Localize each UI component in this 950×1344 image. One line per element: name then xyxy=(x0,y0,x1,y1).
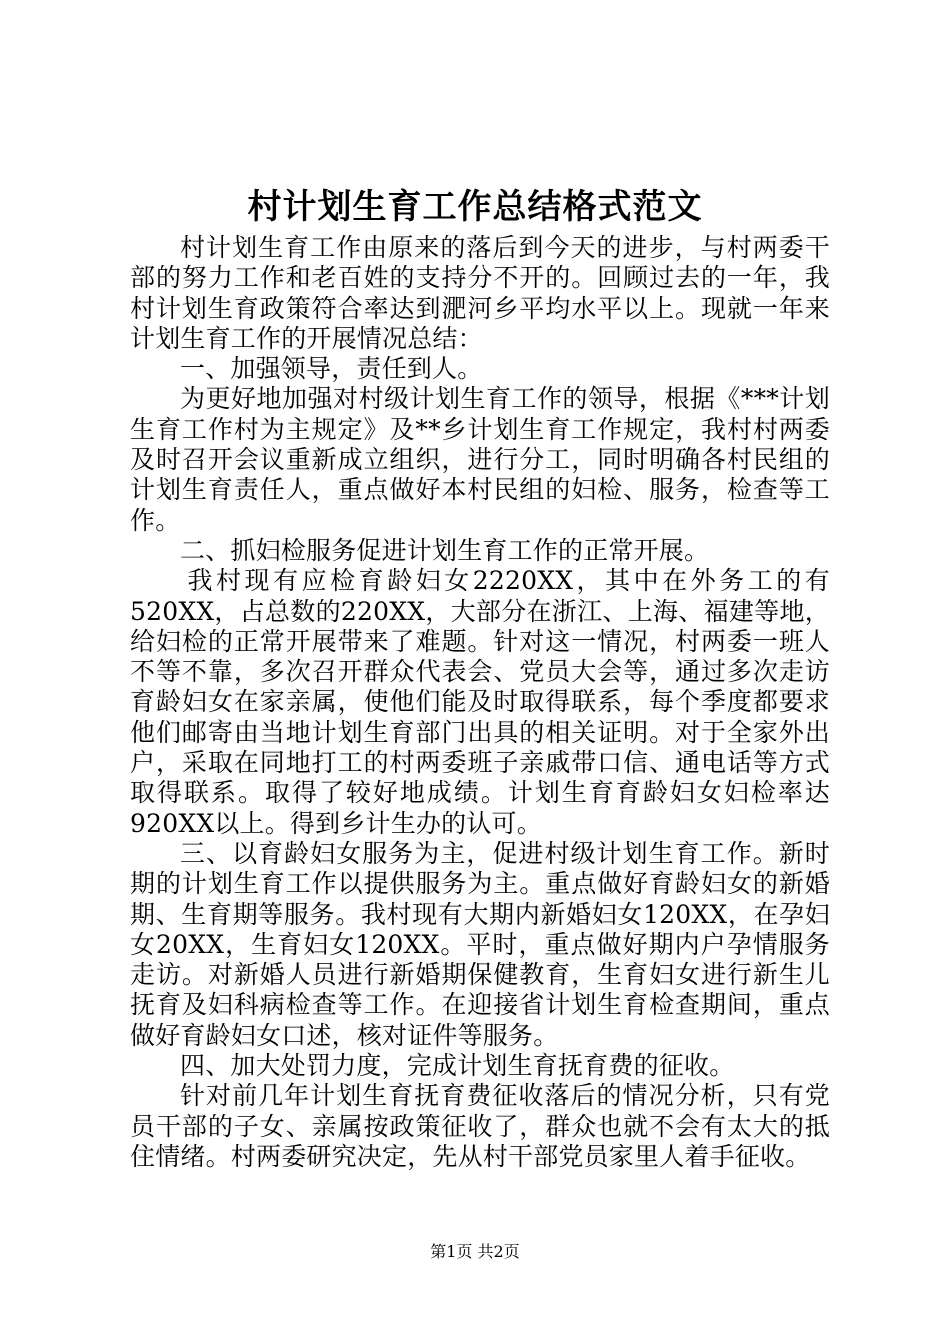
paragraph-section-3: 三、以育龄妇女服务为主，促进村级计划生育工作。新时期的计划生育工作以提供服务为主。重点做好育龄妇女的新婚期、生育期等服务。我村现有大期内新婚妇女120XX，在孕妇女20XX，生育妇女120XX。平时，重点做好期内户孕情服务走访。对新婚人员进行新婚期保健教育，生育妇女进行新生儿抚育及妇科病检查等工作。在迎接省计划生育检查期间，重点做好育龄妇女口述，核对证件等服务。 xyxy=(130,838,830,1050)
document-body xyxy=(130,233,830,1172)
paragraph-section-2: 我村现有应检育龄妇女2220XX，其中在外务工的有520XX，占总数的220XX，大部分在浙江、上海、福建等地，给妇检的正常开展带来了难题。针对这一情况，村两委一班人不等不靠，多次召开群众代表会、党员大会等，通过多次走访育龄妇女在家亲属，使他们能及时取得联系，每个季度都要求他们邮寄由当地计划生育部门出具的相关证明。对于全家外出户，采取在同地打工的村两委班子亲戚带口信、通电话等方式取得联系。取得了较好地成绩。计划生育育龄妇女妇检率达920XX以上。得到乡计生办的认可。 xyxy=(130,566,830,838)
section-heading-4: 四、加大处罚力度，完成计划生育抚育费的征收。 xyxy=(180,1051,735,1081)
document-title: 村计划生育工作总结格式范文 xyxy=(247,187,703,227)
section-heading-2: 二、抓妇检服务促进计划生育工作的正常开展。 xyxy=(180,535,710,565)
section-heading-1: 一、加强领导，责任到人。 xyxy=(180,354,483,384)
paragraph-intro: 村计划生育工作由原来的落后到今天的进步，与村两委干部的努力工作和老百姓的支持分不开的。回顾过去的一年，我村计划生育政策符合率达到淝河乡平均水平以上。现就一年来计划生育工作的开展情况总结： xyxy=(130,233,830,353)
paragraph-section-4: 针对前几年计划生育抚育费征收落后的情况分析，只有党员干部的子女、亲属按政策征收了，群众也就不会有太大的抵住情绪。村两委研究决定，先从村干部党员家里人着手征收。 xyxy=(130,1081,830,1171)
page-number-footer: 第1页 共2页 xyxy=(430,1242,520,1261)
paragraph-section-1: 为更好地加强对村级计划生育工作的领导，根据《***计划生育工作村为主规定》及**乡计划生育工作规定，我村村两委及时召开会议重新成立组织，进行分工，同时明确各村民组的计划生育责任人，重点做好本村民组的妇检、服务，检查等工作。 xyxy=(130,384,830,535)
